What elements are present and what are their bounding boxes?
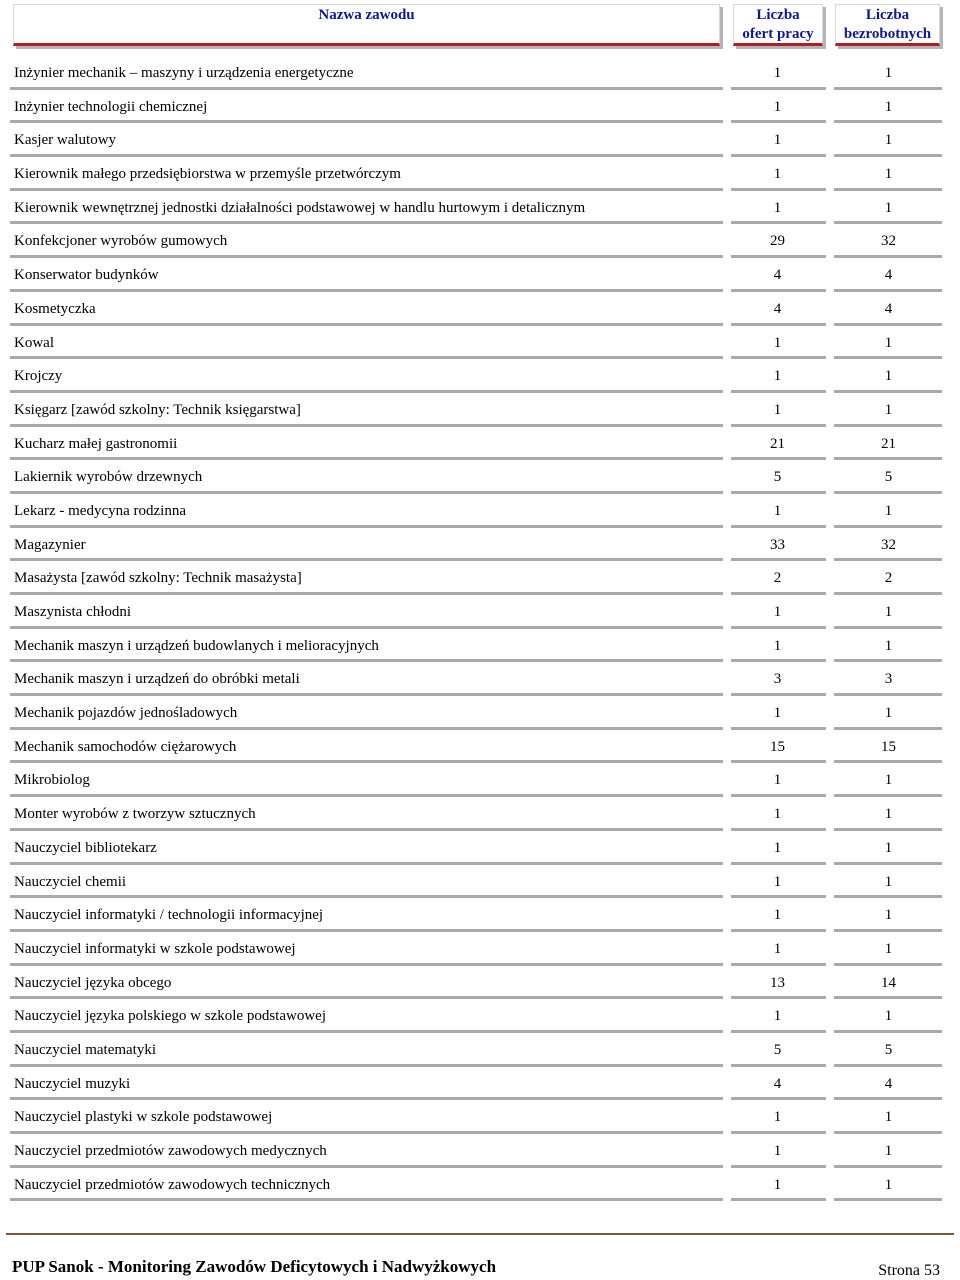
unemployed-count-cell: 4 xyxy=(834,258,942,292)
table-row xyxy=(0,157,960,191)
job-offers-cell: 1 xyxy=(731,797,826,831)
table-row xyxy=(0,1134,960,1168)
job-offers-cell: 1 xyxy=(731,56,826,90)
occupation-name-cell: Księgarz [zawód szkolny: Technik księgarstwa] xyxy=(10,393,723,427)
job-offers-cell: 1 xyxy=(731,999,826,1033)
unemployed-count-cell: 1 xyxy=(834,898,942,932)
job-offers-cell: 1 xyxy=(731,359,826,393)
unemployed-count-cell: 1 xyxy=(834,595,942,629)
job-offers-cell: 4 xyxy=(731,292,826,326)
job-offers-cell: 1 xyxy=(731,157,826,191)
unemployed-count-cell: 1 xyxy=(834,763,942,797)
unemployed-count-cell: 2 xyxy=(834,561,942,595)
occupation-name-cell: Lakiernik wyrobów drzewnych xyxy=(10,460,723,494)
table-row xyxy=(0,393,960,427)
occupation-name-cell: Magazynier xyxy=(10,528,723,562)
occupation-name-cell: Kasjer walutowy xyxy=(10,123,723,157)
column-header-unemployed xyxy=(835,4,940,46)
table-row xyxy=(0,460,960,494)
column-header-unemployed-line2: bezrobotnych xyxy=(843,26,932,42)
column-header-job-offers-line1: Liczba xyxy=(756,7,800,23)
unemployed-count-cell: 1 xyxy=(834,56,942,90)
table-row xyxy=(0,831,960,865)
occupation-name-cell: Nauczyciel języka polskiego w szkole podstawowej xyxy=(10,999,723,1033)
job-offers-cell: 1 xyxy=(731,629,826,663)
job-offers-cell: 1 xyxy=(731,763,826,797)
unemployed-count-cell: 1 xyxy=(834,359,942,393)
table-row xyxy=(0,494,960,528)
job-offers-cell: 1 xyxy=(731,393,826,427)
table-row xyxy=(0,224,960,258)
job-offers-cell: 21 xyxy=(731,427,826,461)
job-offers-cell: 1 xyxy=(731,1168,826,1202)
job-offers-cell: 13 xyxy=(731,966,826,1000)
column-header-unemployed-line1: Liczba xyxy=(865,7,910,23)
occupation-name-cell: Monter wyrobów z tworzyw sztucznych xyxy=(10,797,723,831)
unemployed-count-cell: 3 xyxy=(834,662,942,696)
table-row xyxy=(0,1033,960,1067)
unemployed-count-cell: 4 xyxy=(834,292,942,326)
occupation-name-cell: Nauczyciel przedmiotów zawodowych medycznych xyxy=(10,1134,723,1168)
job-offers-cell: 3 xyxy=(731,662,826,696)
occupation-name-cell: Nauczyciel plastyki w szkole podstawowej xyxy=(10,1100,723,1134)
occupation-name-cell: Inżynier mechanik – maszyny i urządzenia energetyczne xyxy=(10,56,723,90)
job-offers-cell: 1 xyxy=(731,595,826,629)
job-offers-cell: 29 xyxy=(731,224,826,258)
job-offers-cell: 1 xyxy=(731,494,826,528)
table-row xyxy=(0,662,960,696)
occupation-name-cell: Mikrobiolog xyxy=(10,763,723,797)
table-row xyxy=(0,629,960,663)
job-offers-cell: 1 xyxy=(731,1134,826,1168)
occupation-name-cell: Nauczyciel matematyki xyxy=(10,1033,723,1067)
table-row xyxy=(0,797,960,831)
occupation-name-cell: Masażysta [zawód szkolny: Technik masażysta] xyxy=(10,561,723,595)
occupation-name-cell: Mechanik pojazdów jednośladowych xyxy=(10,696,723,730)
table-row xyxy=(0,1168,960,1202)
occupation-name-cell: Lekarz - medycyna rodzinna xyxy=(10,494,723,528)
occupation-name-cell: Mechanik maszyn i urządzeń budowlanych i melioracyjnych xyxy=(10,629,723,663)
unemployed-count-cell: 1 xyxy=(834,1134,942,1168)
job-offers-cell: 15 xyxy=(731,730,826,764)
job-offers-cell: 1 xyxy=(731,326,826,360)
occupation-name-cell: Mechanik samochodów ciężarowych xyxy=(10,730,723,764)
table-row xyxy=(0,326,960,360)
table-row xyxy=(0,528,960,562)
table-row xyxy=(0,730,960,764)
occupation-name-cell: Nauczyciel przedmiotów zawodowych technicznych xyxy=(10,1168,723,1202)
unemployed-count-cell: 32 xyxy=(834,224,942,258)
table-row xyxy=(0,123,960,157)
unemployed-count-cell: 1 xyxy=(834,999,942,1033)
unemployed-count-cell: 1 xyxy=(834,1168,942,1202)
unemployed-count-cell: 1 xyxy=(834,865,942,899)
job-offers-cell: 2 xyxy=(731,561,826,595)
occupation-name-cell: Konfekcjoner wyrobów gumowych xyxy=(10,224,723,258)
table-row xyxy=(0,427,960,461)
occupation-name-cell: Kierownik małego przedsiębiorstwa w przemyśle przetwórczym xyxy=(10,157,723,191)
unemployed-count-cell: 15 xyxy=(834,730,942,764)
column-header-occupation-label: Nazwa zawodu xyxy=(318,7,415,23)
unemployed-count-cell: 1 xyxy=(834,90,942,124)
table-row xyxy=(0,763,960,797)
unemployed-count-cell: 5 xyxy=(834,460,942,494)
column-header-job-offers-line2: ofert pracy xyxy=(742,26,814,42)
unemployed-count-cell: 21 xyxy=(834,427,942,461)
column-header-job-offers xyxy=(733,4,823,46)
unemployed-count-cell: 5 xyxy=(834,1033,942,1067)
occupation-name-cell: Nauczyciel informatyki / technologii informacyjnej xyxy=(10,898,723,932)
footer-divider xyxy=(6,1233,954,1235)
page-number: Strona 53 xyxy=(878,1262,940,1279)
unemployed-count-cell: 1 xyxy=(834,123,942,157)
occupation-name-cell: Inżynier technologii chemicznej xyxy=(10,90,723,124)
table-row xyxy=(0,258,960,292)
occupation-name-cell: Mechanik maszyn i urządzeń do obróbki metali xyxy=(10,662,723,696)
table-row xyxy=(0,1100,960,1134)
table-row xyxy=(0,56,960,90)
table-row xyxy=(0,595,960,629)
job-offers-cell: 1 xyxy=(731,932,826,966)
unemployed-count-cell: 4 xyxy=(834,1067,942,1101)
job-offers-cell: 4 xyxy=(731,1067,826,1101)
job-offers-cell: 33 xyxy=(731,528,826,562)
job-offers-cell: 1 xyxy=(731,191,826,225)
job-offers-cell: 1 xyxy=(731,831,826,865)
table-row xyxy=(0,966,960,1000)
unemployed-count-cell: 1 xyxy=(834,326,942,360)
occupation-name-cell: Kosmetyczka xyxy=(10,292,723,326)
table-row xyxy=(0,898,960,932)
table-row xyxy=(0,696,960,730)
job-offers-cell: 4 xyxy=(731,258,826,292)
unemployed-count-cell: 1 xyxy=(834,797,942,831)
job-offers-cell: 1 xyxy=(731,90,826,124)
job-offers-cell: 1 xyxy=(731,898,826,932)
unemployed-count-cell: 1 xyxy=(834,831,942,865)
unemployed-count-cell: 1 xyxy=(834,1100,942,1134)
unemployed-count-cell: 1 xyxy=(834,157,942,191)
table-row xyxy=(0,561,960,595)
occupation-name-cell: Nauczyciel muzyki xyxy=(10,1067,723,1101)
occupation-table-body xyxy=(0,56,960,1201)
table-row xyxy=(0,999,960,1033)
occupation-name-cell: Kucharz małej gastronomii xyxy=(10,427,723,461)
job-offers-cell: 5 xyxy=(731,460,826,494)
table-row xyxy=(0,359,960,393)
job-offers-cell: 1 xyxy=(731,1100,826,1134)
column-header-occupation-name xyxy=(13,4,720,46)
table-row xyxy=(0,292,960,326)
footer-title: PUP Sanok - Monitoring Zawodów Deficytowych i Nadwyżkowych xyxy=(12,1257,497,1276)
occupation-name-cell: Maszynista chłodni xyxy=(10,595,723,629)
unemployed-count-cell: 32 xyxy=(834,528,942,562)
job-offers-cell: 1 xyxy=(731,123,826,157)
occupation-name-cell: Kowal xyxy=(10,326,723,360)
occupation-name-cell: Krojczy xyxy=(10,359,723,393)
job-offers-cell: 1 xyxy=(731,865,826,899)
job-offers-cell: 1 xyxy=(731,696,826,730)
occupation-name-cell: Nauczyciel bibliotekarz xyxy=(10,831,723,865)
occupation-name-cell: Kierownik wewnętrznej jednostki działalności podstawowej w handlu hurtowym i detalicznym xyxy=(10,191,723,225)
table-row xyxy=(0,932,960,966)
unemployed-count-cell: 1 xyxy=(834,494,942,528)
occupation-name-cell: Nauczyciel chemii xyxy=(10,865,723,899)
occupation-name-cell: Nauczyciel informatyki w szkole podstawowej xyxy=(10,932,723,966)
unemployed-count-cell: 1 xyxy=(834,393,942,427)
occupation-name-cell: Konserwator budynków xyxy=(10,258,723,292)
table-row xyxy=(0,865,960,899)
unemployed-count-cell: 1 xyxy=(834,191,942,225)
unemployed-count-cell: 1 xyxy=(834,696,942,730)
table-row xyxy=(0,90,960,124)
unemployed-count-cell: 1 xyxy=(834,629,942,663)
unemployed-count-cell: 1 xyxy=(834,932,942,966)
occupation-name-cell: Nauczyciel języka obcego xyxy=(10,966,723,1000)
unemployed-count-cell: 14 xyxy=(834,966,942,1000)
job-offers-cell: 5 xyxy=(731,1033,826,1067)
table-row xyxy=(0,1067,960,1101)
table-row xyxy=(0,191,960,225)
